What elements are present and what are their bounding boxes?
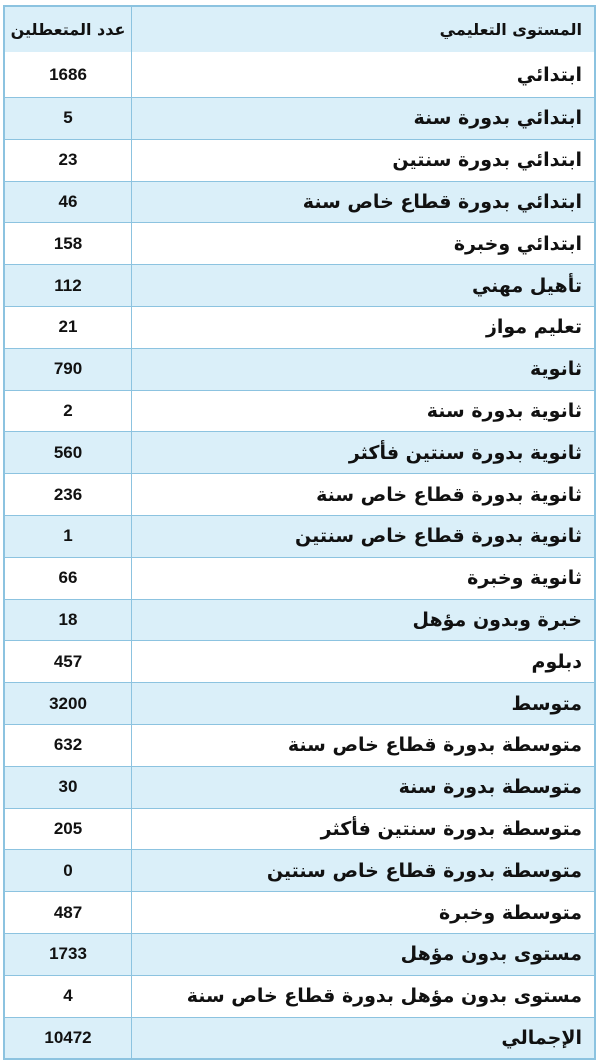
table-row bbox=[5, 724, 594, 766]
row-label: ثانوية وخبرة bbox=[467, 567, 582, 590]
row-label: تأهيل مهني bbox=[471, 274, 582, 297]
row-label: دبلوم bbox=[531, 650, 582, 673]
row-count: 790 bbox=[5, 349, 132, 390]
table-row bbox=[5, 808, 594, 850]
table-row bbox=[5, 139, 594, 181]
row-count: 18 bbox=[5, 600, 132, 641]
row-count: 158 bbox=[5, 223, 132, 264]
row-count: 112 bbox=[5, 265, 132, 306]
row-count: 1 bbox=[5, 516, 132, 557]
row-label: ابتدائي بدورة سنة bbox=[413, 107, 582, 130]
row-label: الإجمالي bbox=[501, 1026, 582, 1049]
row-label: متوسطة بدورة قطاع خاص سنة bbox=[287, 734, 582, 757]
row-label: متوسطة بدورة سنة bbox=[398, 776, 582, 799]
row-label: متوسطة بدورة قطاع خاص سنتين bbox=[266, 859, 582, 882]
row-label: مستوى بدون مؤهل bbox=[400, 943, 582, 966]
table-row bbox=[5, 557, 594, 599]
row-count: 560 bbox=[5, 432, 132, 473]
row-label: متوسط bbox=[511, 692, 582, 715]
row-count: 236 bbox=[5, 474, 132, 515]
row-label: ابتدائي بدورة سنتين bbox=[392, 149, 582, 172]
row-count: 66 bbox=[5, 558, 132, 599]
table-row bbox=[5, 52, 594, 97]
table-row bbox=[5, 515, 594, 557]
table-row bbox=[5, 849, 594, 891]
row-label: ثانوية بدورة قطاع خاص سنتين bbox=[294, 525, 582, 548]
row-count: 1733 bbox=[5, 934, 132, 975]
table-row bbox=[5, 473, 594, 515]
header-count: عدد المتعطلين bbox=[5, 7, 132, 52]
table-total-row bbox=[5, 1017, 594, 1059]
row-label: ثانوية بدورة سنتين فأكثر bbox=[348, 441, 582, 464]
header-level: المستوى التعليمي bbox=[439, 20, 582, 39]
table-row bbox=[5, 891, 594, 933]
row-count: 30 bbox=[5, 767, 132, 808]
row-count: 3200 bbox=[5, 683, 132, 724]
row-count: 5 bbox=[5, 98, 132, 139]
row-count: 23 bbox=[5, 140, 132, 181]
row-count: 10472 bbox=[5, 1018, 132, 1059]
table-row bbox=[5, 181, 594, 223]
table-row bbox=[5, 975, 594, 1017]
row-count: 2 bbox=[5, 391, 132, 432]
row-label: مستوى بدون مؤهل بدورة قطاع خاص سنة bbox=[186, 985, 582, 1008]
table-row bbox=[5, 97, 594, 139]
row-count: 21 bbox=[5, 307, 132, 348]
row-count: 1686 bbox=[5, 52, 132, 97]
row-count: 4 bbox=[5, 976, 132, 1017]
row-count: 46 bbox=[5, 182, 132, 223]
table-row bbox=[5, 264, 594, 306]
row-label: ثانوية بدورة سنة bbox=[426, 399, 582, 422]
table-row bbox=[5, 933, 594, 975]
row-label: ثانوية بدورة قطاع خاص سنة bbox=[316, 483, 582, 506]
unemployed-by-education-table bbox=[3, 5, 596, 1060]
row-count: 457 bbox=[5, 641, 132, 682]
row-count: 487 bbox=[5, 892, 132, 933]
row-label: متوسطة وخبرة bbox=[438, 901, 582, 924]
table-row bbox=[5, 306, 594, 348]
table-row bbox=[5, 599, 594, 641]
table-row bbox=[5, 348, 594, 390]
row-label: خبرة وبدون مؤهل bbox=[412, 608, 582, 631]
row-label: متوسطة بدورة سنتين فأكثر bbox=[320, 817, 582, 840]
table-row bbox=[5, 682, 594, 724]
row-count: 205 bbox=[5, 809, 132, 850]
table-row bbox=[5, 222, 594, 264]
row-count: 0 bbox=[5, 850, 132, 891]
table-row bbox=[5, 640, 594, 682]
table-header-row bbox=[5, 7, 594, 52]
table-row bbox=[5, 431, 594, 473]
table-row bbox=[5, 766, 594, 808]
row-label: ابتدائي بدورة قطاع خاص سنة bbox=[302, 190, 582, 213]
row-label: تعليم مواز bbox=[485, 316, 582, 339]
row-label: ثانوية bbox=[530, 358, 582, 381]
row-count: 632 bbox=[5, 725, 132, 766]
row-label: ابتدائي وخبرة bbox=[453, 232, 582, 255]
row-label: ابتدائي bbox=[516, 63, 582, 86]
table-row bbox=[5, 390, 594, 432]
